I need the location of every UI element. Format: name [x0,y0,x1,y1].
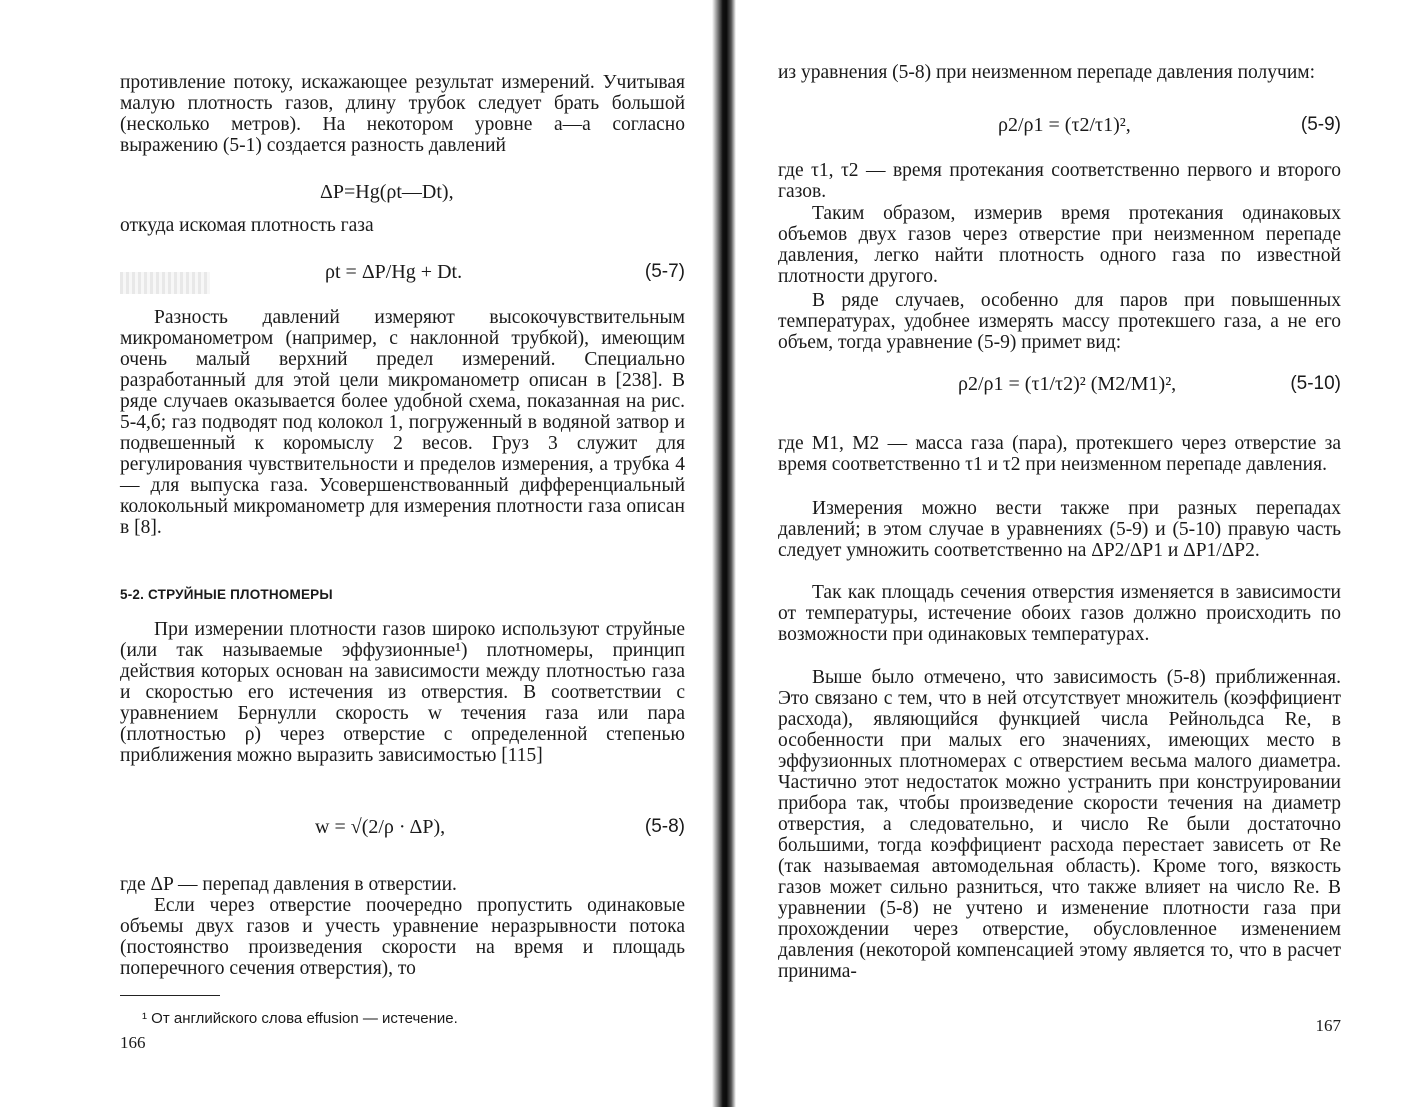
equation-5-8 [120,815,685,865]
left-paragraph-5: где ΔP — перепад давления в отверстии. [120,874,457,895]
equation-formula: w = √(2/ρ · ΔP), [315,816,446,838]
equation-formula: ρt = ΔP/Hg + Dt. [325,261,463,283]
equation-5-10 [778,372,1341,422]
left-paragraph-6: Если через отверстие поочередно пропустить одинаковые объемы двух газов и учесть уравнение неразрывности потока (постоянство произведения скорости на время и площадь поперечного сечения отверстия), то [120,895,685,979]
right-paragraph-1: из уравнения (5-8) при неизменном перепаде давления получим: [778,62,1316,83]
right-page [778,0,1341,1107]
right-paragraph-8: Выше было отмечено, что зависимость (5-8) приближенная. Это связано с тем, что в ней отсутствует множитель (коэффициент расхода), являющийся функцией числа Рейнольдса Re, в особенности при малых его значениях, имеющих место в эффузионных плотномерах с отверстием весьма малого диаметра. Частично этот недостаток можно устранить при конструировании прибора так, чтобы произведение скорости течения на диаметр отверстия, а следовательно, и число Re были достаточно большими, тогда коэффициент расхода перестает зависеть от Re (так называемая автомодельная область). Кроме того, вязкость газов может сильно разниться, что также влияет на число Re. В уравнении (5-8) не учтено и изменение плотности газа при прохождении через отверстие, обусловленное изменением давления (некоторой компенсацией этому является то, что в расчет принима- [778,667,1341,982]
page-number: 167 [1315,1016,1341,1035]
right-paragraph-4: В ряде случаев, особенно для паров при повышенных температурах, удобнее измерять массу протекшего газа, а не его объем, тогда уравнение (5-9) примет вид: [778,290,1341,353]
right-paragraph-5: где M1, M2 — масса газа (пара), протекшего через отверстие за время соответственно τ1 и τ2 при неизменном перепаде давления. [778,433,1341,475]
right-paragraph-7: Так как площадь сечения отверстия изменяется в зависимости от температуры, истечение обоих газов должно происходить по возможности при одинаковых температурах. [778,582,1341,645]
equation-formula: ρ2/ρ1 = (τ2/τ1)², [998,114,1131,136]
left-page [120,0,685,1107]
equation-5-7 [120,260,685,310]
equation-5-9 [778,113,1341,163]
equation-number: (5-10) [1290,373,1341,394]
equation-number: (5-9) [1300,114,1341,135]
right-paragraph-6: Измерения можно вести также при разных перепадах давлений; в этом случае в уравнениях (5-9) и (5-10) правую часть следует умножить соответственно на ΔP2/ΔP1 и ΔP1/ΔP2. [778,498,1341,561]
equation-number: (5-8) [644,816,685,837]
section-heading: 5-2. СТРУЙНЫЕ ПЛОТНОМЕРЫ [120,587,333,602]
equation-formula: ρ2/ρ1 = (τ1/τ2)² (M2/M1)², [958,373,1177,395]
left-paragraph-2: откуда искомая плотность газа [120,215,374,236]
left-paragraph-3: Разность давлений измеряют высокочувствительным микроманометром (например, с наклонной трубкой), имеющим очень малый верхний предел измерений. Специально разработанный для этой цели микроманометр описан в [238]. В ряде случаев оказывается более удобной схема, показанная на рис. 5-4,б; газ подводят под колокол 1, погруженный в водяной затвор и подвешенный к коромыслу 2 весов. Груз 3 служит для регулирования чувствительности и пределов измерения, а трубка 4 — для выпуска газа. Усовершенствованный дифференциальный колокольный микроманометр для измерения плотности газа описан в [8]. [120,307,685,538]
book-gutter [712,0,736,1107]
equation-number: (5-7) [644,261,685,282]
page-number: 166 [120,1033,146,1052]
footnote-rule [120,995,220,996]
left-paragraph-4: При измерении плотности газов широко используют струйные (или так называемые эффузионные¹) плотномеры, принцип действия которых основан на зависимости между плотностью газа и скоростью его истечения из отверстия. В соответствии с уравнением Бернулли скорость w течения газа или пара (плотностью ρ) через отверстие с определенной степенью приближения можно выразить зависимостью [115] [120,619,685,766]
footnote: ¹ От английского слова effusion — истечение. [142,1010,458,1027]
equation-formula: ΔP=Hg(ρt—Dt), [320,181,454,203]
right-paragraph-3: Таким образом, измерив время протекания одинаковых объемов двух газов через отверстие при неизменном перепаде давления, легко найти плотность одного газа по известной плотности другого. [778,203,1341,287]
left-paragraph-1: противление потоку, искажающее результат измерений. Учитывая малую плотность газов, длину трубок следует брать большой (несколько метров). На некотором уровне а—а согласно выражению (5-1) создается разность давлений [120,72,685,156]
right-paragraph-2: где τ1, τ2 — время протекания соответственно первого и второго газов. [778,160,1341,202]
